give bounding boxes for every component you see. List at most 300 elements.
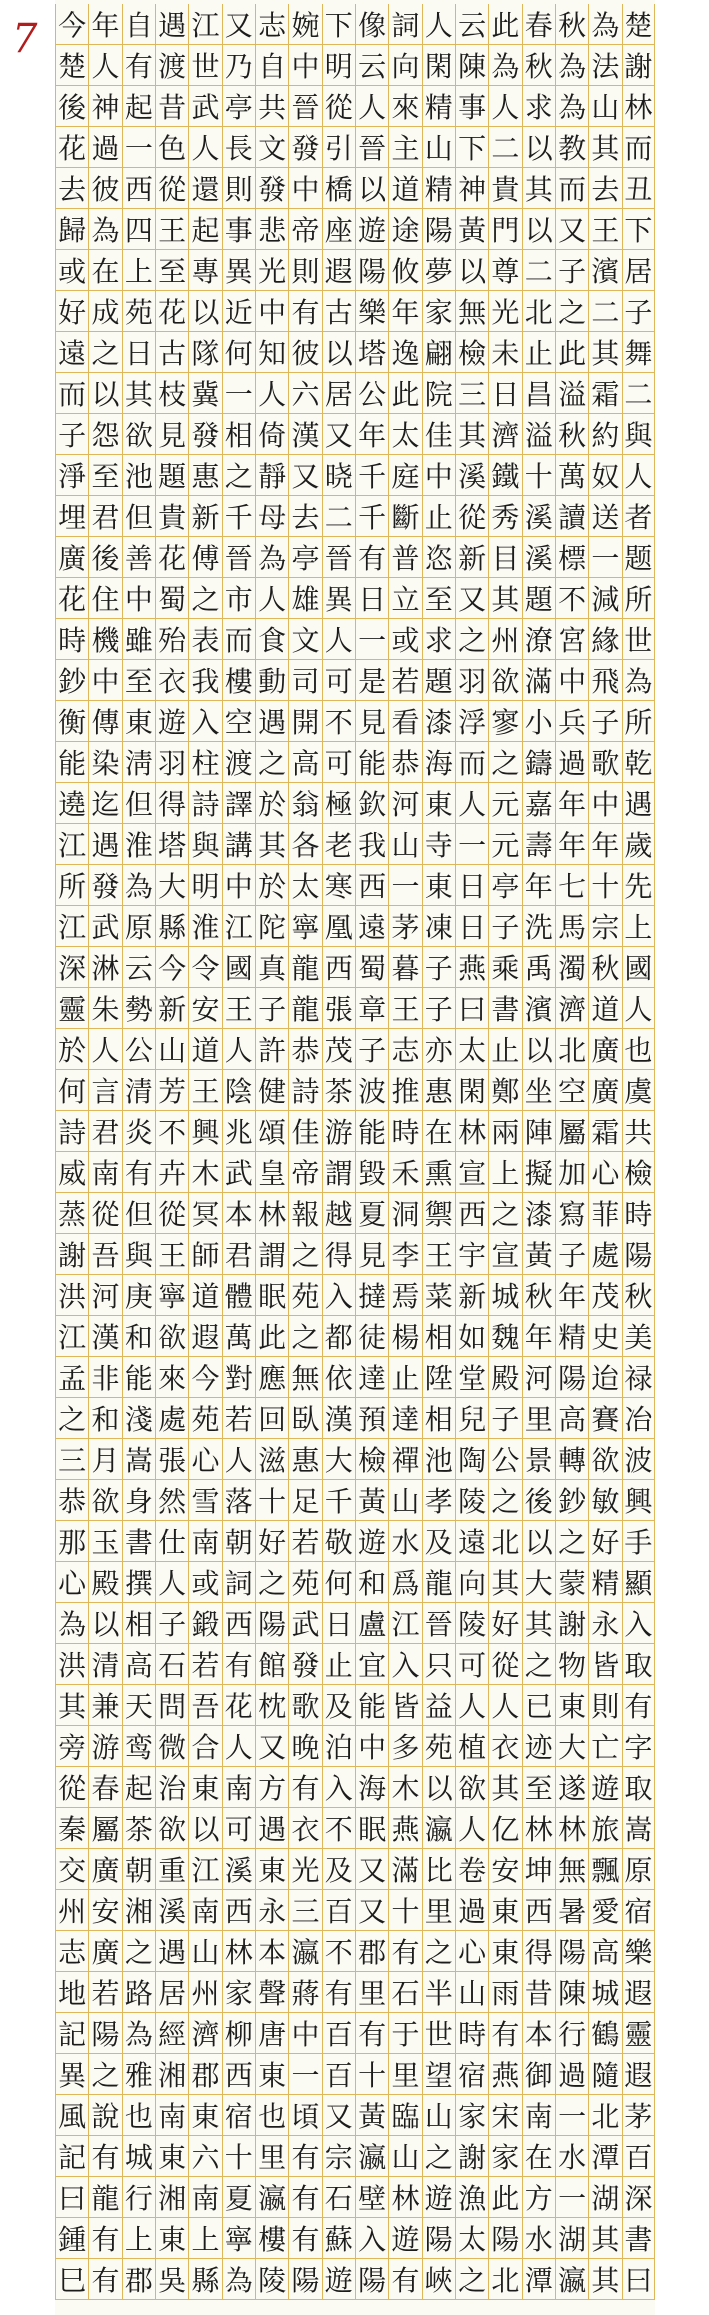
- character-cell: 發: [288, 127, 321, 167]
- character-cell: 不: [555, 578, 588, 618]
- character-cell: 里: [388, 2054, 421, 2094]
- character-cell: 勢: [122, 988, 155, 1028]
- character-cell: 鈔: [55, 660, 88, 700]
- character-cell: 苑: [288, 1275, 321, 1315]
- character-cell: 漆: [522, 1193, 555, 1233]
- grid-row: [55, 1234, 655, 1275]
- character-cell: 異: [222, 250, 255, 290]
- character-cell: 以: [522, 127, 555, 167]
- character-cell: 陽: [88, 2013, 121, 2053]
- character-cell: 推: [388, 1070, 421, 1110]
- character-cell: 後: [88, 537, 121, 577]
- character-cell: 東: [555, 1685, 588, 1725]
- character-cell: 陣: [522, 1111, 555, 1151]
- character-cell: 婉: [288, 4, 321, 44]
- character-cell: 可: [322, 742, 355, 782]
- character-cell: 苑: [288, 1562, 321, 1602]
- character-cell: 年: [555, 824, 588, 864]
- character-cell: 令: [188, 947, 221, 987]
- character-cell: 貴: [488, 168, 521, 208]
- character-cell: 好: [588, 1521, 621, 1561]
- character-cell: 但: [122, 783, 155, 823]
- character-cell: 過: [555, 2054, 588, 2094]
- character-cell: 皆: [588, 1644, 621, 1684]
- grid-row: [55, 1111, 655, 1152]
- character-cell: 三: [455, 373, 488, 413]
- character-cell: 花: [55, 578, 88, 618]
- character-cell: 目: [488, 537, 521, 577]
- character-cell: 和: [122, 1316, 155, 1356]
- character-cell: 瀛: [355, 2136, 388, 2176]
- character-cell: 能: [355, 742, 388, 782]
- character-cell: 宿: [455, 2054, 488, 2094]
- character-cell: 溪: [222, 1849, 255, 1889]
- character-cell: 衡: [55, 701, 88, 741]
- character-cell: 從: [488, 1644, 521, 1684]
- character-cell: 宣: [455, 1152, 488, 1192]
- character-cell: 發: [88, 865, 121, 905]
- character-cell: 心: [188, 1439, 221, 1479]
- grid-row: [55, 660, 655, 701]
- character-cell: 之: [455, 619, 488, 659]
- character-cell: 章: [355, 988, 388, 1028]
- character-cell: 永: [588, 1603, 621, 1643]
- character-cell: 恭: [388, 742, 421, 782]
- character-cell: 閑: [455, 1070, 488, 1110]
- character-cell: 王: [422, 1234, 455, 1274]
- character-cell: 開: [288, 701, 321, 741]
- character-cell: 宿: [622, 1890, 656, 1930]
- character-cell: 潭: [588, 2136, 621, 2176]
- character-cell: 望: [422, 2054, 455, 2094]
- character-cell: 入: [388, 1644, 421, 1684]
- character-cell: 坐: [522, 1070, 555, 1110]
- character-cell: 有: [288, 2177, 321, 2217]
- character-cell: 枕: [255, 1685, 288, 1725]
- character-cell: 人: [455, 1808, 488, 1848]
- character-cell: 其: [55, 1685, 88, 1725]
- character-cell: 大: [522, 1562, 555, 1602]
- character-cell: 敬: [322, 1521, 355, 1561]
- character-cell: 起: [122, 1767, 155, 1807]
- character-cell: 柳: [222, 2013, 255, 2053]
- character-cell: 欲: [455, 1767, 488, 1807]
- character-cell: 應: [255, 1357, 288, 1397]
- grid-row: [55, 1316, 655, 1357]
- character-cell: 寒: [322, 865, 355, 905]
- character-cell: 廣: [588, 1070, 621, 1110]
- character-cell: 老: [322, 824, 355, 864]
- character-cell: 家: [422, 291, 455, 331]
- character-cell: 時: [388, 1111, 421, 1151]
- character-cell: 千: [322, 1480, 355, 1520]
- character-cell: 東: [188, 1767, 221, 1807]
- character-cell: 北: [488, 1521, 521, 1561]
- grid-row: [55, 1972, 655, 2013]
- character-cell: 城: [488, 1275, 521, 1315]
- character-cell: 云: [122, 947, 155, 987]
- character-cell: 萬: [222, 1316, 255, 1356]
- character-cell: 居: [322, 373, 355, 413]
- character-cell: 東: [488, 1931, 521, 1971]
- character-cell: 家: [222, 1972, 255, 2012]
- character-cell: 其: [588, 2259, 621, 2299]
- character-cell: 兒: [455, 1398, 488, 1438]
- character-cell: 止: [522, 332, 555, 372]
- character-cell: 遐: [188, 1316, 221, 1356]
- character-cell: 廣: [588, 1029, 621, 1069]
- character-cell: 昌: [522, 373, 555, 413]
- character-cell: 今: [188, 1357, 221, 1397]
- character-cell: 茂: [588, 1275, 621, 1315]
- character-cell: 南: [188, 1890, 221, 1930]
- character-cell: 峽: [422, 2259, 455, 2299]
- character-cell: 閑: [422, 45, 455, 85]
- character-cell: 河: [388, 783, 421, 823]
- character-cell: 歸: [55, 209, 88, 249]
- character-cell: 陽: [488, 2218, 521, 2258]
- character-cell: 臨: [388, 2095, 421, 2135]
- character-cell: 晉: [355, 127, 388, 167]
- character-cell: 炎: [122, 1111, 155, 1151]
- character-cell: 人: [455, 783, 488, 823]
- grid-row: [55, 1808, 655, 1849]
- character-cell: 里: [255, 2136, 288, 2176]
- character-cell: 遊: [355, 1521, 388, 1561]
- character-cell: 禹: [522, 947, 555, 987]
- character-cell: 四: [122, 209, 155, 249]
- character-cell: 道: [188, 1029, 221, 1069]
- character-cell: 謂: [322, 1152, 355, 1192]
- character-cell: 衣: [488, 1726, 521, 1766]
- character-cell: 亿: [488, 1808, 521, 1848]
- character-cell: 至: [122, 660, 155, 700]
- character-cell: 座: [322, 209, 355, 249]
- character-cell: 檢: [455, 332, 488, 372]
- character-cell: 樓: [222, 660, 255, 700]
- character-cell: 李: [388, 1234, 421, 1274]
- character-cell: 山: [388, 2136, 421, 2176]
- character-cell: 壁: [355, 2177, 388, 2217]
- character-cell: 一: [388, 865, 421, 905]
- character-cell: 深: [55, 947, 88, 987]
- character-cell: 相: [222, 414, 255, 454]
- character-cell: 入: [622, 1603, 656, 1643]
- character-cell: 以: [188, 1808, 221, 1848]
- character-cell: 是: [355, 660, 388, 700]
- character-cell: 宿: [222, 2095, 255, 2135]
- grid-row: [55, 865, 655, 906]
- character-cell: 山: [455, 1972, 488, 2012]
- character-cell: 山: [422, 2095, 455, 2135]
- character-cell: 木: [188, 1152, 221, 1192]
- character-cell: 乃: [222, 45, 255, 85]
- character-cell: 十: [355, 2054, 388, 2094]
- character-cell: 鍛: [188, 1603, 221, 1643]
- character-cell: 近: [222, 291, 255, 331]
- character-cell: 晉: [322, 537, 355, 577]
- character-cell: 門: [488, 209, 521, 249]
- grid-row: [55, 1398, 655, 1439]
- character-cell: 落: [222, 1480, 255, 1520]
- character-cell: 武: [88, 906, 121, 946]
- character-cell: 濱: [522, 988, 555, 1028]
- character-cell: 愛: [588, 1890, 621, 1930]
- character-cell: 昔: [155, 86, 188, 126]
- character-cell: 水: [555, 2136, 588, 2176]
- character-cell: 溪: [522, 496, 555, 536]
- character-cell: 山: [388, 824, 421, 864]
- character-cell: 年: [88, 4, 121, 44]
- character-cell: 發: [288, 1644, 321, 1684]
- character-cell: 發: [188, 414, 221, 454]
- character-cell: 其: [488, 578, 521, 618]
- character-cell: 歲: [622, 824, 656, 864]
- character-cell: 知: [255, 332, 288, 372]
- character-cell: 所: [55, 865, 88, 905]
- character-cell: 謝: [555, 1603, 588, 1643]
- character-cell: 秀: [488, 496, 521, 536]
- character-cell: 苑: [188, 1398, 221, 1438]
- character-cell: 溪: [155, 1890, 188, 1930]
- character-cell: 多: [388, 1726, 421, 1766]
- character-cell: 今: [55, 4, 88, 44]
- character-cell: 江: [55, 1316, 88, 1356]
- character-cell: 兼: [88, 1685, 121, 1725]
- character-cell: 巳: [55, 2259, 88, 2299]
- character-cell: 君: [222, 1234, 255, 1274]
- character-cell: 心: [455, 1931, 488, 1971]
- character-cell: 光: [288, 1849, 321, 1889]
- character-cell: 塔: [155, 824, 188, 864]
- character-cell: 遊: [355, 209, 388, 249]
- character-cell: 人: [488, 1685, 521, 1725]
- character-cell: 鐵: [488, 455, 521, 495]
- character-cell: 為: [255, 537, 288, 577]
- character-cell: 遊: [422, 2177, 455, 2217]
- character-cell: 子: [555, 250, 588, 290]
- character-cell: 東: [488, 1890, 521, 1930]
- character-cell: 昔: [522, 1972, 555, 2012]
- character-cell: 文: [288, 619, 321, 659]
- character-cell: 蒙: [555, 1562, 588, 1602]
- character-cell: 張: [155, 1439, 188, 1479]
- character-cell: 十: [388, 1890, 421, 1930]
- character-cell: 送: [588, 496, 621, 536]
- character-cell: 遠: [55, 332, 88, 372]
- character-cell: 以: [322, 332, 355, 372]
- character-cell: 飛: [588, 660, 621, 700]
- character-cell: 何: [322, 1562, 355, 1602]
- character-cell: 遐: [322, 250, 355, 290]
- character-cell: 在: [422, 1111, 455, 1151]
- character-cell: 遐: [622, 2054, 656, 2094]
- character-cell: 靜: [255, 455, 288, 495]
- character-cell: 看: [388, 701, 421, 741]
- character-cell: 北: [522, 291, 555, 331]
- character-cell: 千: [222, 496, 255, 536]
- character-cell: 清: [122, 1070, 155, 1110]
- character-cell: 題: [155, 455, 188, 495]
- character-cell: 溪: [455, 455, 488, 495]
- character-cell: 之: [455, 2259, 488, 2299]
- character-cell: 悲: [255, 209, 288, 249]
- character-cell: 柱: [188, 742, 221, 782]
- character-cell: 為: [55, 1603, 88, 1643]
- character-cell: 表: [188, 619, 221, 659]
- character-cell: 此: [255, 1316, 288, 1356]
- character-cell: 而: [455, 742, 488, 782]
- character-cell: 奴: [588, 455, 621, 495]
- character-cell: 所: [622, 578, 656, 618]
- character-cell: 大: [555, 1726, 588, 1766]
- character-cell: 樂: [622, 1931, 656, 1971]
- character-cell: 武: [188, 86, 221, 126]
- grid-row: [55, 1849, 655, 1890]
- character-cell: 有: [288, 291, 321, 331]
- character-cell: 遇: [155, 4, 188, 44]
- character-cell: 王: [188, 1070, 221, 1110]
- character-cell: 居: [155, 1972, 188, 2012]
- character-cell: 取: [622, 1644, 656, 1684]
- character-cell: 得: [522, 1931, 555, 1971]
- character-cell: 不: [322, 701, 355, 741]
- character-cell: 事: [222, 209, 255, 249]
- character-cell: 遇: [88, 824, 121, 864]
- character-cell: 顯: [622, 1562, 656, 1602]
- character-cell: 廣: [88, 1931, 121, 1971]
- character-cell: 橋: [322, 168, 355, 208]
- character-cell: 美: [622, 1316, 656, 1356]
- character-cell: 晉: [222, 537, 255, 577]
- character-cell: 兵: [555, 701, 588, 741]
- character-cell: 可: [322, 660, 355, 700]
- character-cell: 聲: [255, 1972, 288, 2012]
- character-cell: 渡: [155, 45, 188, 85]
- character-cell: 鄭: [488, 1070, 521, 1110]
- character-cell: 見: [355, 701, 388, 741]
- character-cell: 又: [355, 1849, 388, 1889]
- character-cell: 宇: [455, 1234, 488, 1274]
- character-cell: 與: [122, 1234, 155, 1274]
- character-cell: 暑: [555, 1890, 588, 1930]
- character-cell: 年: [522, 865, 555, 905]
- character-cell: 立: [388, 578, 421, 618]
- character-cell: 及: [422, 1521, 455, 1561]
- character-cell: 湘: [155, 2177, 188, 2217]
- character-cell: 林: [222, 1931, 255, 1971]
- character-cell: 人: [622, 455, 656, 495]
- character-cell: 人: [222, 1439, 255, 1479]
- character-cell: 嵩: [622, 1808, 656, 1848]
- grid-row: [55, 824, 655, 865]
- character-cell: 西: [355, 865, 388, 905]
- character-cell: 也: [622, 1029, 656, 1069]
- character-cell: 空: [555, 1070, 588, 1110]
- character-cell: 在: [88, 250, 121, 290]
- character-cell: 陽: [255, 1603, 288, 1643]
- character-cell: 何: [222, 332, 255, 372]
- character-cell: 芳: [155, 1070, 188, 1110]
- character-cell: 蒸: [55, 1193, 88, 1233]
- character-cell: 禪: [388, 1439, 421, 1479]
- character-cell: 陽: [422, 209, 455, 249]
- character-cell: 中: [122, 578, 155, 618]
- character-cell: 世: [422, 2013, 455, 2053]
- character-cell: 神: [88, 86, 121, 126]
- character-cell: 石: [388, 1972, 421, 2012]
- character-cell: 焉: [388, 1275, 421, 1315]
- character-cell: 國: [222, 947, 255, 987]
- character-cell: 黃: [522, 1234, 555, 1274]
- character-cell: 事: [455, 86, 488, 126]
- character-cell: 行: [122, 2177, 155, 2217]
- character-cell: 鶴: [588, 2013, 621, 2053]
- character-cell: 光: [488, 291, 521, 331]
- character-cell: 合: [188, 1726, 221, 1766]
- character-cell: 東: [255, 1849, 288, 1889]
- character-cell: 鸾: [122, 1726, 155, 1766]
- character-cell: 有: [355, 2013, 388, 2053]
- character-cell: 成: [88, 291, 121, 331]
- character-cell: 兆: [222, 1111, 255, 1151]
- character-cell: 三: [55, 1439, 88, 1479]
- character-cell: 漢: [322, 1398, 355, 1438]
- character-cell: 後: [522, 1480, 555, 1520]
- character-cell: 我: [355, 824, 388, 864]
- character-cell: 山: [422, 127, 455, 167]
- character-cell: 興: [622, 1480, 656, 1520]
- character-cell: 百: [322, 1890, 355, 1930]
- character-cell: 陽: [288, 2259, 321, 2299]
- character-cell: 可: [455, 1644, 488, 1684]
- character-cell: 龍: [288, 988, 321, 1028]
- character-cell: 處: [588, 1234, 621, 1274]
- character-cell: 又: [455, 578, 488, 618]
- character-cell: 波: [355, 1070, 388, 1110]
- character-cell: 迹: [522, 1726, 555, 1766]
- character-cell: 彼: [88, 168, 121, 208]
- character-cell: 而: [555, 168, 588, 208]
- character-cell: 十: [522, 455, 555, 495]
- character-cell: 好: [55, 291, 88, 331]
- grid-row: [55, 947, 655, 988]
- character-cell: 波: [622, 1439, 656, 1479]
- character-cell: 書: [488, 988, 521, 1028]
- character-cell: 遊: [388, 2218, 421, 2258]
- character-cell: 一: [555, 2177, 588, 2217]
- character-cell: 機: [88, 619, 121, 659]
- character-cell: 宋: [488, 2095, 521, 2135]
- character-cell: 湘: [122, 1890, 155, 1930]
- character-cell: 西: [522, 1890, 555, 1930]
- character-cell: 又: [322, 2095, 355, 2135]
- character-cell: 帝: [288, 209, 321, 249]
- character-cell: 只: [422, 1644, 455, 1684]
- character-cell: 去: [288, 496, 321, 536]
- character-cell: 太: [288, 865, 321, 905]
- character-cell: 比: [422, 1849, 455, 1889]
- character-cell: 威: [55, 1152, 88, 1192]
- character-cell: 然: [155, 1480, 188, 1520]
- character-cell: 陞: [422, 1357, 455, 1397]
- character-cell: 嘉: [522, 783, 555, 823]
- character-cell: 江: [388, 1603, 421, 1643]
- character-cell: 百: [622, 2136, 656, 2176]
- character-cell: 西: [455, 1193, 488, 1233]
- character-cell: 林: [455, 1111, 488, 1151]
- character-cell: 於: [255, 783, 288, 823]
